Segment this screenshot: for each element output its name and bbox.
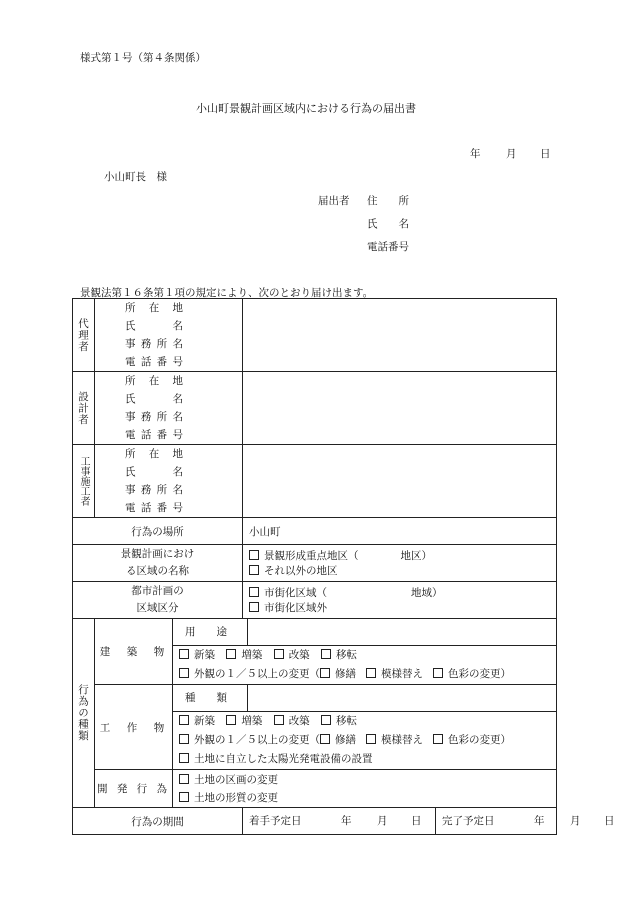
land-form-option[interactable]: 土地の形質の変更 — [173, 789, 556, 807]
designer-field-labels: 所在地 氏名 事務所名 電話番号 — [95, 372, 243, 445]
building-action-options: 新築 増築 改築 移転 — [173, 646, 556, 665]
period-dates — [243, 808, 615, 835]
development-options — [173, 770, 557, 808]
checkbox-icon[interactable] — [320, 668, 330, 678]
usage-input[interactable] — [248, 619, 556, 645]
checkbox-icon[interactable] — [179, 774, 189, 784]
checkbox-icon[interactable] — [179, 753, 189, 763]
agent-section-label: 代理者 — [73, 299, 95, 372]
contractor-section-label: 工事施工者 — [73, 445, 95, 518]
building-exterior-options: 外観の１／５以上の変更（ 修繕 模様替え 色彩の変更） — [173, 665, 556, 684]
landscape-key-district-option[interactable]: 景観形成重点地区（ 地区） — [249, 548, 432, 563]
checkbox-icon[interactable] — [179, 734, 189, 744]
act-type-label: 行為の種類 — [73, 619, 95, 808]
checkbox-icon[interactable] — [274, 715, 284, 725]
urbanization-area-option[interactable]: 市街化区域（ 地域） — [249, 585, 443, 600]
checkbox-icon[interactable] — [179, 649, 189, 659]
checkbox-icon[interactable] — [249, 565, 259, 575]
checkbox-icon[interactable] — [226, 715, 236, 725]
notifier-name-label: 氏 名 — [367, 218, 409, 230]
structure-label: 工 作 物 — [95, 685, 173, 770]
period-label: 行為の期間 — [73, 808, 243, 835]
checkbox-icon[interactable] — [366, 734, 376, 744]
land-division-option[interactable]: 土地の区画の変更 — [173, 771, 556, 789]
structure-exterior-options: 外観の１／５以上の変更（ 修繕 模様替え 色彩の変更） — [173, 731, 556, 750]
end-date-field[interactable]: 完了予定日 年 月 日 — [442, 815, 615, 827]
contractor-field-labels: 所在地 氏名 事務所名 電話番号 — [95, 445, 243, 518]
checkbox-icon[interactable] — [433, 668, 443, 678]
kind-input[interactable] — [248, 685, 556, 711]
building-details — [173, 619, 557, 685]
checkbox-icon[interactable] — [179, 715, 189, 725]
checkbox-icon[interactable] — [179, 668, 189, 678]
notifier-address-label: 住 所 — [367, 195, 409, 207]
checkbox-icon[interactable] — [321, 649, 331, 659]
urban-area-label: 都市計画の 区域区分 — [73, 582, 243, 619]
urban-area-options — [243, 582, 557, 619]
notifier-phone-label: 電話番号 — [367, 241, 409, 253]
intro-text: 景観法第１６条第１項の規定により、次のとおり届け出ます。 — [80, 287, 374, 299]
checkbox-icon[interactable] — [433, 734, 443, 744]
usage-label: 用 途 — [173, 619, 248, 645]
structure-action-options: 新築 増築 改築 移転 — [173, 712, 556, 731]
checkbox-icon[interactable] — [366, 668, 376, 678]
solar-option[interactable]: 土地に自立した太陽光発電設備の設置 — [173, 750, 556, 769]
checkbox-icon[interactable] — [179, 792, 189, 802]
outside-urbanization-option[interactable]: 市街化区域外 — [249, 600, 327, 615]
date-year: 年 — [470, 148, 481, 160]
building-label: 建 築 物 — [95, 619, 173, 685]
date-month: 月 — [506, 148, 517, 160]
designer-section-label: 設計者 — [73, 372, 95, 445]
page-title: 小山町景観計画区域内における行為の届出書 — [196, 102, 416, 115]
checkbox-icon[interactable] — [274, 649, 284, 659]
landscape-area-options — [243, 545, 557, 582]
contractor-input[interactable] — [243, 445, 557, 518]
agent-input[interactable] — [243, 299, 557, 372]
addressee: 小山町長 様 — [104, 171, 167, 183]
agent-field-labels: 所在地 氏名 事務所名 電話番号 — [95, 299, 243, 372]
landscape-other-option[interactable]: それ以外の地区 — [249, 563, 338, 578]
place-label: 行為の場所 — [73, 518, 243, 545]
checkbox-icon[interactable] — [249, 550, 259, 560]
kind-label: 種 類 — [173, 685, 248, 711]
checkbox-icon[interactable] — [249, 587, 259, 597]
development-label: 開 発 行 為 — [95, 770, 173, 808]
checkbox-icon[interactable] — [226, 649, 236, 659]
checkbox-icon[interactable] — [249, 602, 259, 612]
notifier-label: 届出者 — [318, 195, 350, 207]
landscape-area-label: 景観計画におけ る区域の名称 — [73, 545, 243, 582]
notification-table — [72, 298, 615, 835]
checkbox-icon[interactable] — [321, 715, 331, 725]
structure-details — [173, 685, 557, 770]
start-date-field[interactable]: 着手予定日 年 月 日 — [243, 808, 436, 834]
place-value[interactable]: 小山町 — [243, 518, 557, 545]
form-number: 様式第１号（第４条関係） — [80, 52, 206, 64]
designer-input[interactable] — [243, 372, 557, 445]
date-day: 日 — [540, 148, 551, 160]
checkbox-icon[interactable] — [320, 734, 330, 744]
